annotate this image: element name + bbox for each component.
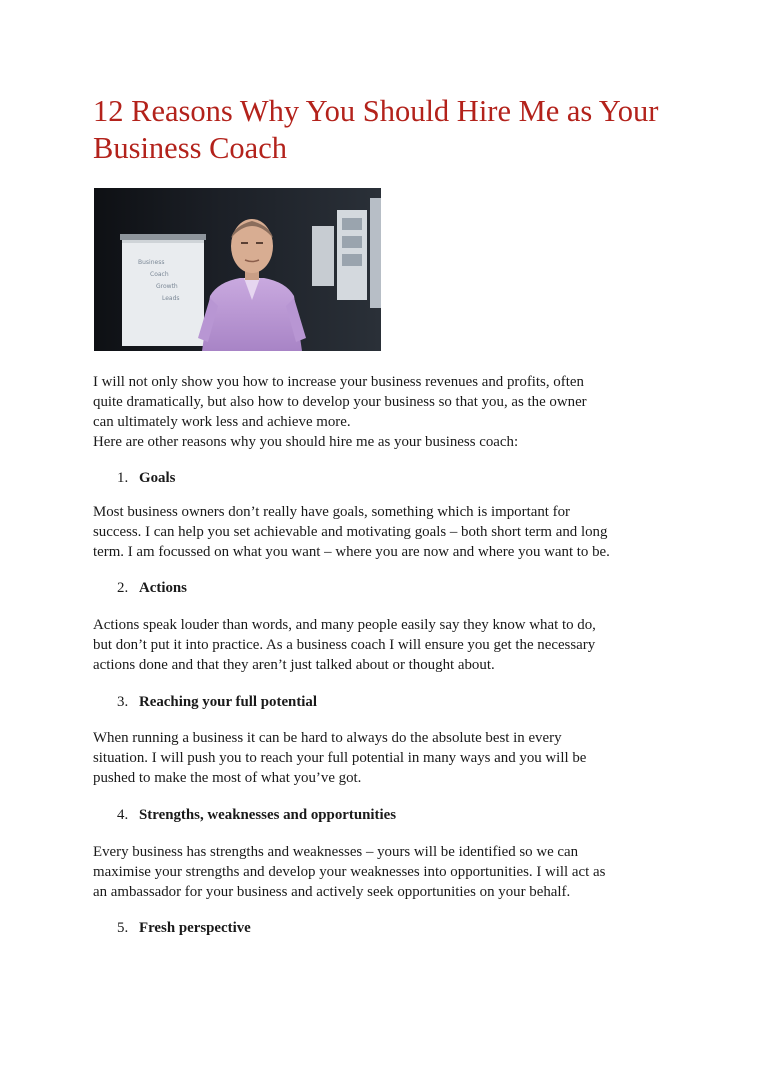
flipchart-line-1: Business bbox=[138, 259, 165, 266]
title-line-2: Business Coach bbox=[93, 131, 288, 165]
intro-line-3: can ultimately work less and achieve more. bbox=[93, 414, 351, 430]
reason-title: Strengths, weaknesses and opportunities bbox=[139, 807, 397, 823]
reason-number: 3. bbox=[117, 694, 129, 710]
reason-body-4 bbox=[93, 842, 693, 902]
reason-body-3 bbox=[93, 728, 693, 788]
flipchart-line-4: Leads bbox=[162, 295, 180, 302]
reason-number: 1. bbox=[117, 470, 129, 486]
reason-line: situation. I will push you to reach your full potential in many ways and you will be bbox=[93, 750, 587, 766]
reason-heading-3 bbox=[117, 692, 317, 712]
reason-title: Goals bbox=[139, 470, 176, 486]
reason-heading-1 bbox=[117, 468, 175, 488]
reason-number: 2. bbox=[117, 580, 129, 596]
reason-number: 4. bbox=[117, 807, 129, 823]
reason-body-2 bbox=[93, 615, 693, 675]
flipchart-line-3: Growth bbox=[156, 283, 178, 290]
video-frame-icon bbox=[94, 188, 381, 351]
reason-line: but don’t put it into practice. As a business coach I will ensure you get the necessary bbox=[93, 637, 596, 653]
reason-number: 5. bbox=[117, 920, 129, 936]
reason-line: Every business has strengths and weaknesses – yours will be identified so we can bbox=[93, 844, 579, 860]
reason-line: pushed to make the most of what you’ve got. bbox=[93, 770, 362, 786]
reason-title: Fresh perspective bbox=[139, 920, 251, 936]
intro-line-2: quite dramatically, but also how to develop your business so that you, as the owner bbox=[93, 394, 587, 410]
document-title bbox=[93, 93, 713, 167]
reason-body-1 bbox=[93, 502, 693, 562]
reason-line: term. I am focussed on what you want – where you are now and where you want to be. bbox=[93, 544, 610, 560]
flipchart-line-2: Coach bbox=[150, 271, 169, 278]
reason-line: maximise your strengths and develop your weaknesses into opportunities. I will act as bbox=[93, 864, 606, 880]
reason-line: Actions speak louder than words, and many people easily say they know what to do, bbox=[93, 617, 596, 633]
reason-heading-5 bbox=[117, 918, 251, 938]
reason-title: Actions bbox=[139, 580, 187, 596]
video-thumbnail[interactable] bbox=[94, 188, 381, 351]
reason-line: When running a business it can be hard to always do the absolute best in every bbox=[93, 730, 562, 746]
intro-paragraph bbox=[93, 372, 693, 452]
reason-heading-4 bbox=[117, 805, 396, 825]
reason-title: Reaching your full potential bbox=[139, 694, 318, 710]
reason-line: an ambassador for your business and actively seek opportunities on your behalf. bbox=[93, 884, 571, 900]
reason-line: success. I can help you set achievable and motivating goals – both short term and long bbox=[93, 524, 608, 540]
reason-line: actions done and that they aren’t just talked about or thought about. bbox=[93, 657, 495, 673]
reason-heading-2 bbox=[117, 578, 187, 598]
intro-line-1: I will not only show you how to increase your business revenues and profits, often bbox=[93, 374, 584, 390]
reason-line: Most business owners don’t really have goals, something which is important for bbox=[93, 504, 570, 520]
title-line-1: 12 Reasons Why You Should Hire Me as Your bbox=[93, 94, 659, 128]
intro-line-4: Here are other reasons why you should hire me as your business coach: bbox=[93, 434, 519, 450]
